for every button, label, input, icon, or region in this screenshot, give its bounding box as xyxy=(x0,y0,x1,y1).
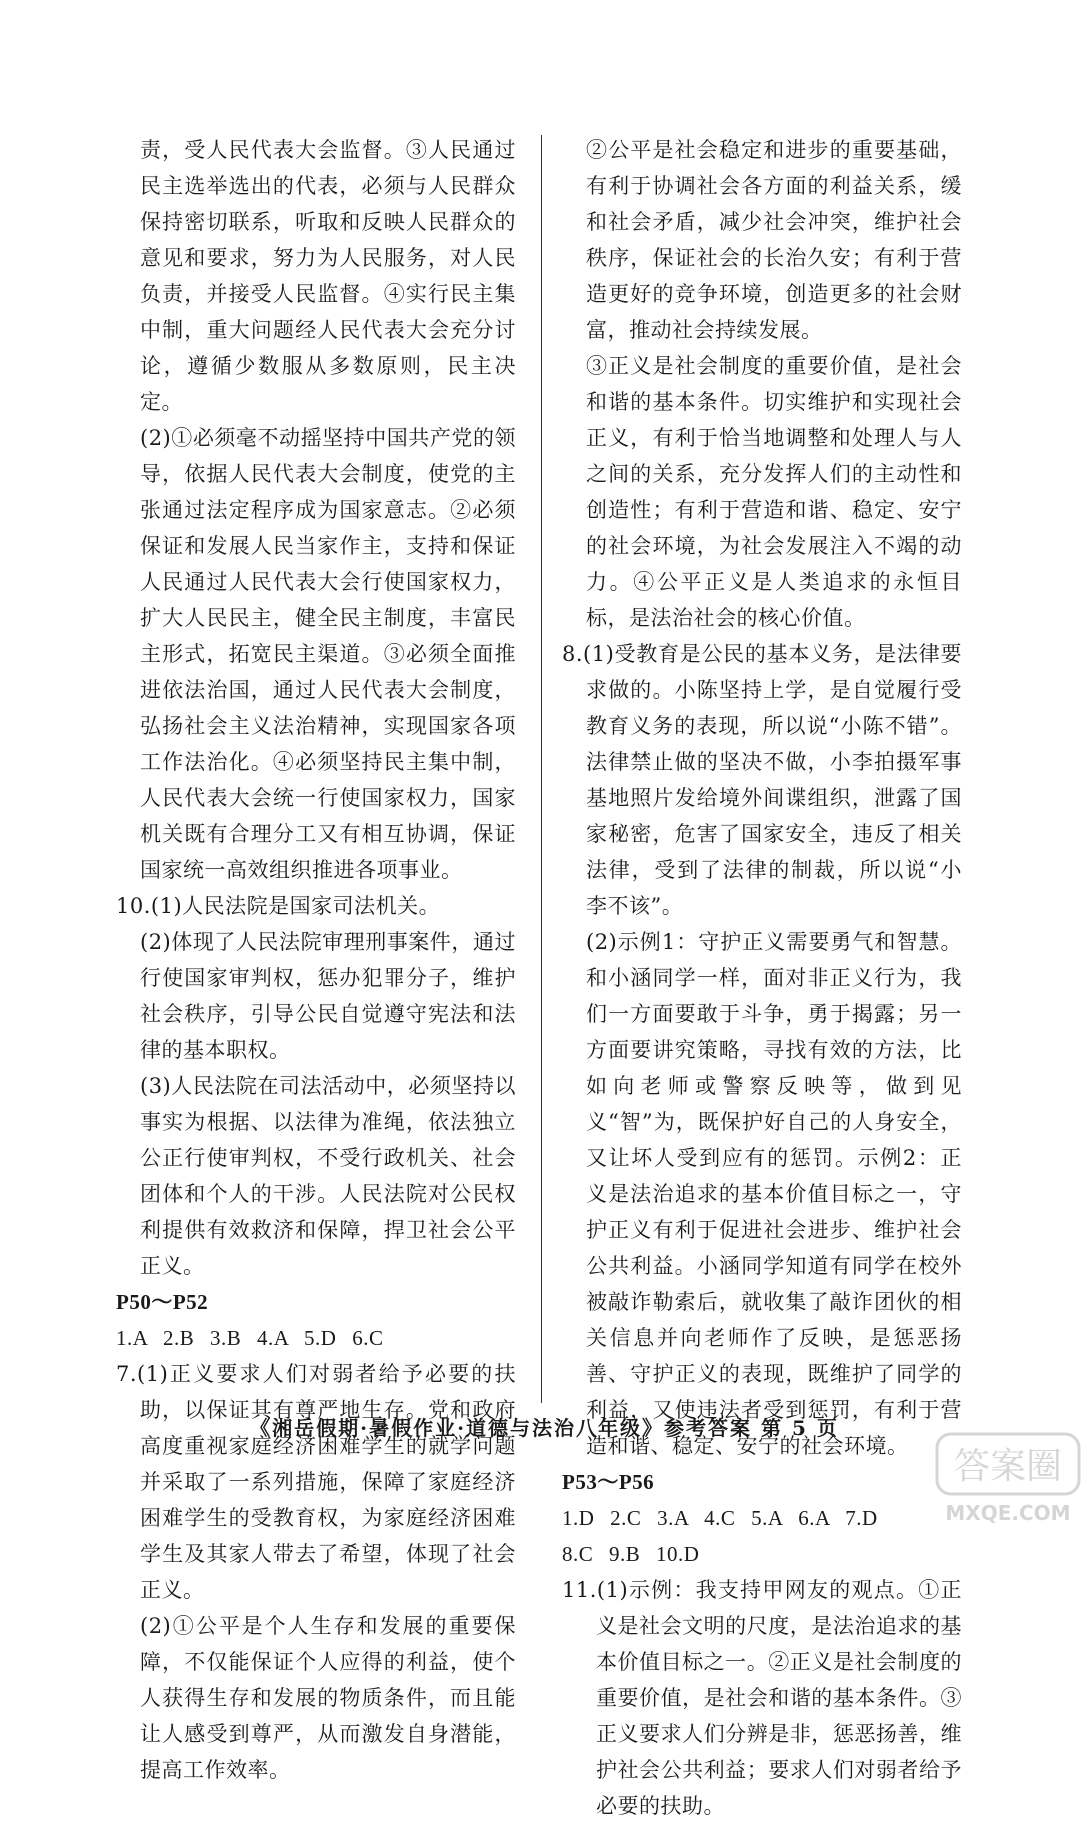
q7-part1: 7.(1)正义要求人们对弱者给予必要的扶助，以保证其有尊严地生存。党和政府高度重视家庭经济困难学生的就学问题并采取了一系列措施，保障了家庭经济困难学生的受教育权，为家庭经济困难学生及其家人带去了希望，体现了社会正义。 xyxy=(116,1362,516,1602)
right-paragraph-justice: ③正义是社会制度的重要价值，是社会和谐的基本条件。切实维护和实现社会正义，有利于恰当地调整和处理人与人之间的关系，充分发挥人们的主动性和创造性；有利于营造和谐、稳定、安宁的社会环境，为社会发展注入不竭的动力。④公平正义是人类追求的永恒目标，是法治社会的核心价值。 xyxy=(586,354,962,630)
right-column xyxy=(562,132,962,1824)
watermark-logo xyxy=(933,1428,1083,1528)
page-footer: 《湘岳假期·暑假作业·道德与法治八年级》参考答案 第 5 页 xyxy=(250,1416,839,1440)
left-paragraph-continued: 责，受人民代表大会监督。③人民通过民主选举选出的代表，必须与人民群众保持密切联系，听取和反映人民群众的意见和要求，努力为人民服务，对人民负责，并接受人民监督。④实行民主集中制，重大问题经人民代表大会充分讨论，遵循少数服从多数原则，民主决定。 xyxy=(140,138,516,414)
section-heading-p50-p52: P50～P52 xyxy=(116,1290,209,1314)
section-heading-p53-p56: P53～P56 xyxy=(562,1470,655,1494)
choice-answers-p50: 1.A 2.B 3.B 4.A 5.D 6.C xyxy=(116,1326,384,1350)
watermark-logo-text: 答案圈 xyxy=(953,1446,1063,1487)
q7-part2: (2)①公平是个人生存和发展的重要保障，不仅能保证个人应得的利益，使个人获得生存和发展的物质条件，而且能让人感受到尊严，从而激发自身潜能，提高工作效率。 xyxy=(140,1614,516,1782)
left-column xyxy=(116,132,516,1788)
q10-part1: 10.(1)人民法院是国家司法机关。 xyxy=(116,894,441,918)
choice-answers-p53-row2: 8.C 9.B 10.D xyxy=(562,1542,700,1566)
q10-part2: (2)体现了人民法院审理刑事案件，通过行使国家审判权，惩办犯罪分子，维护社会秩序，引导公民自觉遵守宪法和法律的基本职权。 xyxy=(140,930,516,1062)
q8-part1: 8.(1)受教育是公民的基本义务，是法律要求做的。小陈坚持上学，是自觉履行受教育义务的表现，所以说“小陈不错”。法律禁止做的坚决不做，小李拍摄军事基地照片发给境外间谍组织，泄露了国家秘密，危害了国家安全，违反了相关法律，受到了法律的制裁，所以说“小李不该”。 xyxy=(562,642,962,918)
column-divider xyxy=(541,135,542,1403)
right-paragraph-fairness: ②公平是社会稳定和进步的重要基础，有利于协调社会各方面的利益关系，缓和社会矛盾，减少社会冲突，维护社会秩序，保证社会的长治久安；有利于营造更好的竞争环境，创造更多的社会财富，推动社会持续发展。 xyxy=(586,138,962,342)
left-paragraph-q2: (2)①必须毫不动摇坚持中国共产党的领导，依据人民代表大会制度，使党的主张通过法定程序成为国家意志。②必须保证和发展人民当家作主，支持和保证人民通过人民代表大会行使国家权力，扩大人民民主，健全民主制度，丰富民主形式，拓宽民主渠道。③必须全面推进依法治国，通过人民代表大会制度，弘扬社会主义法治精神，实现国家各项工作法治化。④必须坚持民主集中制，人民代表大会统一行使国家权力，国家机关既有合理分工又有相互协调，保证国家统一高效组织推进各项事业。 xyxy=(140,426,516,882)
q11-part1: 11.(1)示例：我支持甲网友的观点。①正义是社会文明的尺度，是法治追求的基本价值目标之一。②正义是社会制度的重要价值，是社会和谐的基本条件。③正义要求人们分辨是非，惩恶扬善，维护社会公共利益；要求人们对弱者给予必要的扶助。 xyxy=(562,1578,962,1818)
q10-part3: (3)人民法院在司法活动中，必须坚持以事实为根据、以法律为准绳，依法独立公正行使审判权，不受行政机关、社会团体和个人的干涉。人民法院对公民权利提供有效救济和保障，捍卫社会公平正义。 xyxy=(140,1074,516,1278)
choice-answers-p53-row1: 1.D 2.C 3.A 4.C 5.A 6.A 7.D xyxy=(562,1506,878,1530)
q8-part2: (2)示例1：守护正义需要勇气和智慧。和小涵同学一样，面对非正义行为，我们一方面要敢于斗争，勇于揭露；另一方面要讲究策略，寻找有效的方法，比如向老师或警察反映等，做到见义“智”为，既保护好自己的人身安全，又让坏人受到应有的惩罚。示例2：正义是法治追求的基本价值目标之一，守护正义有利于促进社会进步、维护社会公共利益。小涵同学知道有同学在校外被敲诈勒索后，就收集了敲诈团伙的相关信息并向老师作了反映，是惩恶扬善、守护正义的表现，既维护了同学的利益，又使违法者受到惩罚，有利于营造和谐、稳定、安宁的社会环境。 xyxy=(586,930,962,1458)
watermark-url: MXQE.COM xyxy=(945,1501,1071,1525)
